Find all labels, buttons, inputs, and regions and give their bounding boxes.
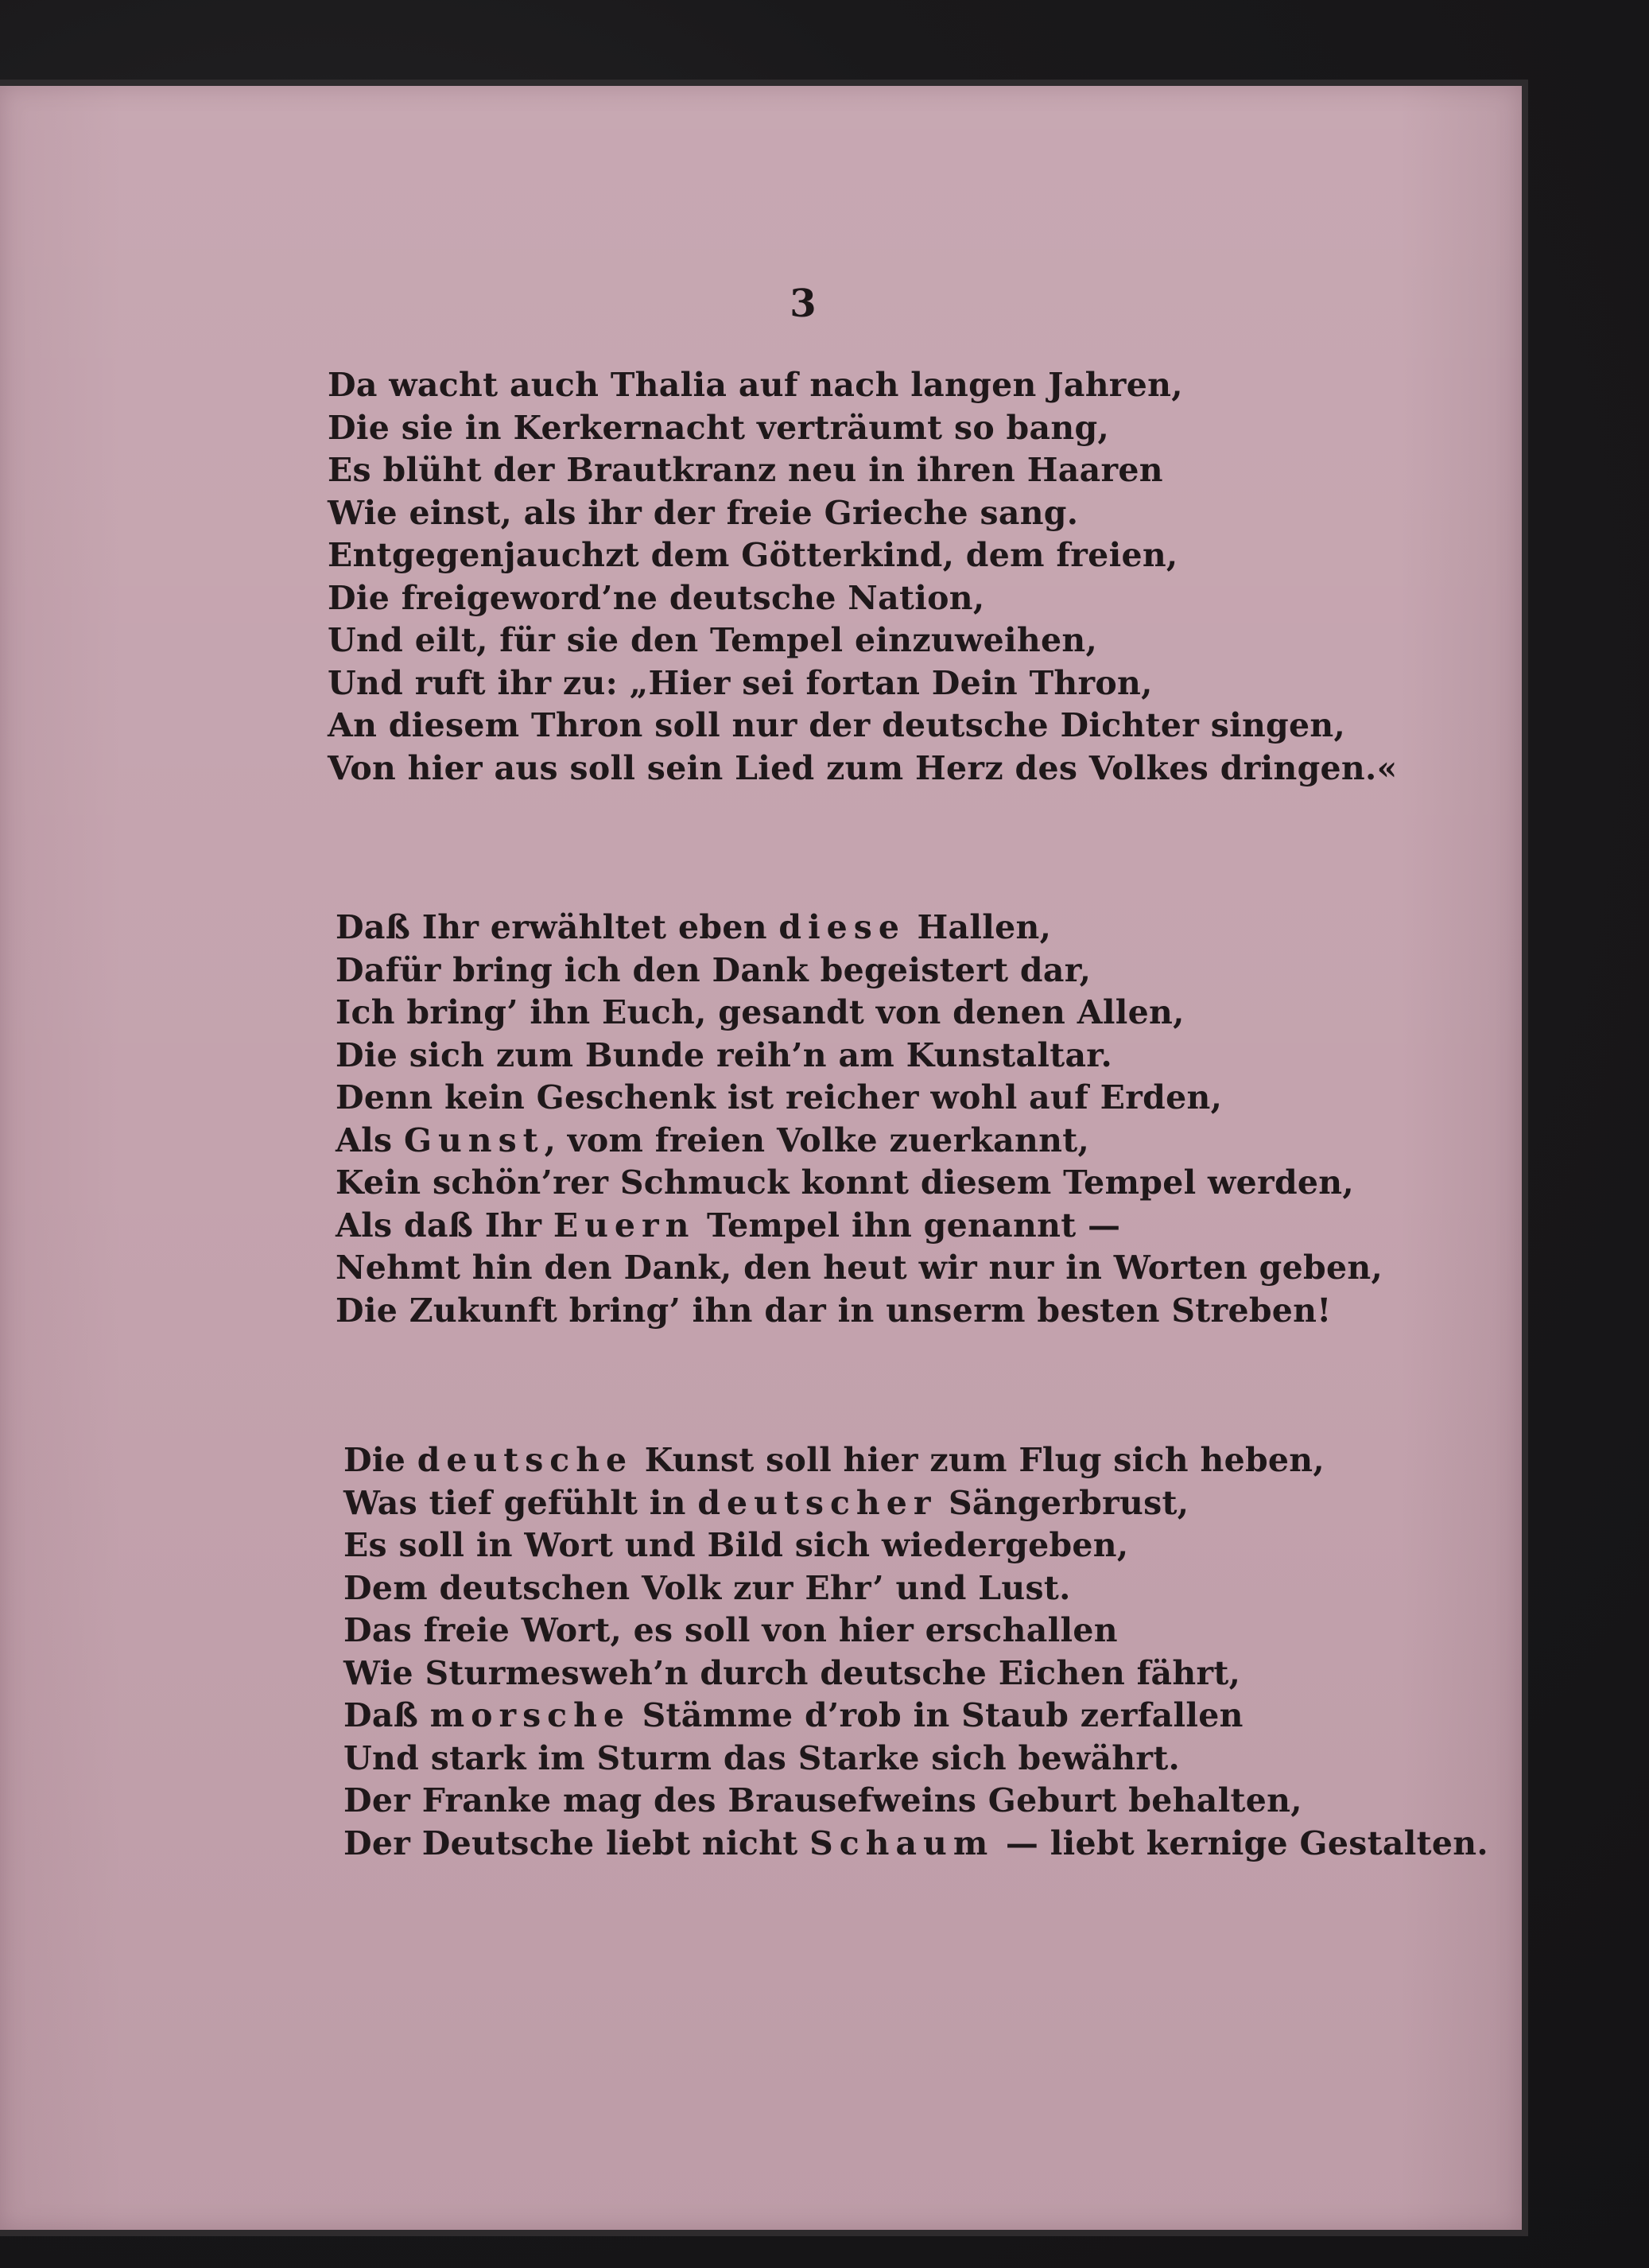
poem-line: Das freie Wort, es soll von hier erschallen — [343, 1611, 1118, 1649]
emphasized-spaced-word: deutsche — [417, 1441, 634, 1479]
poem-line: Ich bring’ ihn Euch, gesandt von denen Allen, — [336, 993, 1185, 1031]
poem-line — [343, 1823, 1488, 1866]
poem-line — [336, 1205, 1383, 1248]
emphasized-spaced-word: Schaum — [809, 1823, 995, 1862]
poem-line: Und eilt, für sie den Tempel einzuweihen, — [328, 621, 1098, 659]
line-segment: Sängerbrust, — [937, 1483, 1189, 1522]
poem-line: Es soll in Wort und Bild sich wiedergeben, — [343, 1526, 1129, 1564]
emphasized-spaced-word: morsche — [429, 1696, 631, 1734]
poem-line: Denn kein Geschenk ist reicher wohl auf Erden, — [336, 1078, 1223, 1117]
emphasized-spaced-word: diese — [778, 908, 906, 946]
poem-line: Die sie in Kerkernacht verträumt so bang, — [328, 408, 1110, 447]
poem-line: Die freigeword’ne deutsche Nation, — [328, 578, 985, 617]
poem-line: Dem deutschen Volk zur Ehr’ und Lust. — [343, 1568, 1071, 1607]
poem-line — [336, 1120, 1383, 1163]
poem-line: Dafür bring ich den Dank begeistert dar, — [336, 950, 1092, 989]
line-segment: Der Deutsche liebt nicht — [343, 1823, 810, 1862]
poem-line — [343, 1439, 1488, 1482]
line-segment: Hallen, — [905, 908, 1052, 946]
poem-line: Wie Sturmesweh’n durch deutsche Eichen fährt, — [343, 1653, 1241, 1692]
line-segment: Als daß Ihr — [336, 1206, 553, 1245]
line-segment: — liebt kernige Gestalten. — [994, 1823, 1488, 1862]
stanza-2 — [336, 907, 1383, 1332]
line-segment: Als — [336, 1120, 404, 1159]
poem-line: Und stark im Sturm das Starke sich bewährt. — [343, 1738, 1181, 1777]
line-segment: Die — [343, 1441, 417, 1479]
poem-line: Kein schön’rer Schmuck konnt diesem Tempel werden, — [336, 1163, 1354, 1202]
stanza-3 — [343, 1439, 1488, 1865]
line-segment: Was tief gefühlt in — [343, 1483, 698, 1522]
emphasized-spaced-word: Euern — [553, 1206, 696, 1245]
poem-line: Und ruft ihr zu: „Hier sei fortan Dein Thron, — [328, 663, 1153, 702]
poem-line: Es blüht der Brautkranz neu in ihren Haaren — [328, 451, 1163, 489]
poem-line: An diesem Thron soll nur der deutsche Dichter singen, — [328, 706, 1346, 744]
poem-line: Von hier aus soll sein Lied zum Herz des Volkes dringen.« — [328, 748, 1398, 787]
stanza-1 — [328, 364, 1398, 790]
poem-line: Der Franke mag des Brausefweins Geburt behalten, — [343, 1781, 1302, 1819]
poem-line: Die sich zum Bunde reih’n am Kunstaltar. — [336, 1035, 1113, 1074]
line-segment: Stämme d’rob in Staub zerfallen — [630, 1696, 1244, 1734]
page-number: 3 — [790, 282, 817, 326]
emphasized-spaced-word: Gunst — [403, 1120, 545, 1159]
poem-line: Entgegenjauchzt dem Götterkind, dem freien, — [328, 536, 1178, 574]
line-segment: Daß Ihr erwähltet eben — [336, 908, 779, 946]
line-segment: Daß — [343, 1696, 430, 1734]
poem-line: Nehmt hin den Dank, den heut wir nur in Worten geben, — [336, 1249, 1383, 1287]
line-segment: Kunst soll hier zum Flug sich heben, — [633, 1441, 1325, 1479]
poem-line — [343, 1482, 1488, 1525]
poem-line: Da wacht auch Thalia auf nach langen Jahren, — [328, 366, 1183, 404]
poem-line: Wie einst, als ihr der freie Grieche sang. — [328, 493, 1079, 532]
poem-line — [336, 907, 1383, 950]
poem-line — [343, 1695, 1488, 1738]
poem-line: Die Zukunft bring’ ihn dar in unserm besten Streben! — [336, 1291, 1332, 1330]
emphasized-spaced-word: deutscher — [697, 1483, 937, 1522]
line-segment: Tempel ihn genannt — — [695, 1206, 1121, 1245]
line-segment: , vom freien Volke zuerkannt, — [544, 1120, 1090, 1159]
